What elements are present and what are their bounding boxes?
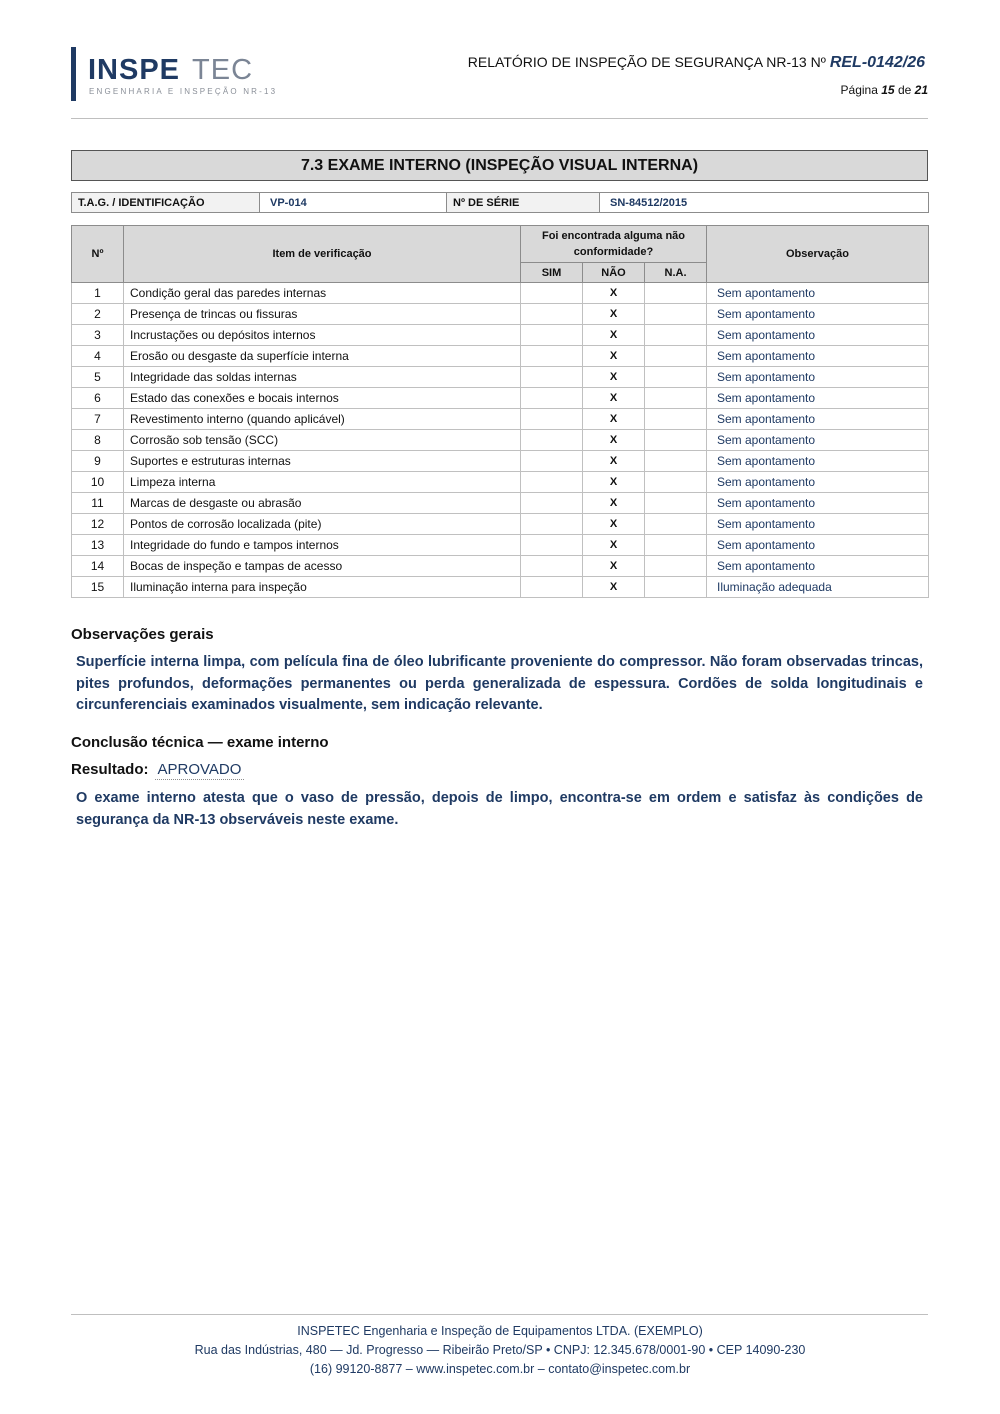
row-item: Estado das conexões e bocais internos — [124, 388, 521, 409]
row-na — [645, 409, 707, 430]
row-nao: X — [583, 283, 645, 304]
table-row — [72, 388, 929, 409]
footer-company: INSPETEC Engenharia e Inspeção de Equipamentos LTDA. (EXEMPLO) — [297, 1324, 703, 1338]
row-na — [645, 535, 707, 556]
row-nao: X — [583, 409, 645, 430]
row-na — [645, 577, 707, 598]
row-number: 7 — [72, 409, 124, 430]
row-na — [645, 346, 707, 367]
row-observation: Sem apontamento — [707, 409, 929, 430]
header-divider — [71, 118, 928, 119]
row-observation: Sem apontamento — [707, 472, 929, 493]
row-observation: Sem apontamento — [707, 451, 929, 472]
row-sim — [521, 451, 583, 472]
row-nao: X — [583, 514, 645, 535]
page-indicator — [841, 83, 928, 97]
row-number: 10 — [72, 472, 124, 493]
logo-strong-text: INSPE — [88, 54, 181, 86]
result-label: Resultado: — [71, 761, 149, 778]
row-nao: X — [583, 577, 645, 598]
conclusion-text: O exame interno atesta que o vaso de pressão, depois de limpo, encontra-se em ordem e satisfaz às condições de segurança da NR-13 observáveis neste exame. — [76, 790, 923, 828]
footer-divider — [71, 1314, 928, 1315]
row-item: Erosão ou desgaste da superfície interna — [124, 346, 521, 367]
row-observation: Sem apontamento — [707, 304, 929, 325]
table-row — [72, 556, 929, 577]
row-observation: Sem apontamento — [707, 556, 929, 577]
row-na — [645, 556, 707, 577]
row-observation: Sem apontamento — [707, 430, 929, 451]
report-title — [468, 54, 925, 72]
page-total: 21 — [914, 83, 928, 97]
footer-contact: (16) 99120-8877 – www.inspetec.com.br – contato@inspetec.com.br — [309, 1362, 691, 1376]
col-observation-header: Observação — [707, 226, 929, 283]
row-sim — [521, 535, 583, 556]
col-item-header: Item de verificação — [124, 226, 521, 283]
row-item: Corrosão sob tensão (SCC) — [124, 430, 521, 451]
row-nao: X — [583, 472, 645, 493]
row-sim — [521, 388, 583, 409]
row-sim — [521, 556, 583, 577]
row-nao: X — [583, 304, 645, 325]
row-na — [645, 493, 707, 514]
row-na — [645, 430, 707, 451]
row-sim — [521, 304, 583, 325]
row-sim — [521, 577, 583, 598]
result-line — [71, 761, 244, 780]
logo-bar — [71, 47, 76, 101]
logo-wordmark — [88, 53, 253, 87]
row-sim — [521, 493, 583, 514]
section-title: 7.3 EXAME INTERNO (INSPEÇÃO VISUAL INTERNA) — [71, 150, 928, 181]
row-nao: X — [583, 556, 645, 577]
logo-subtitle: ENGENHARIA E INSPEÇÃO NR-13 — [89, 87, 278, 96]
row-item: Integridade do fundo e tampos internos — [124, 535, 521, 556]
row-number: 11 — [72, 493, 124, 514]
checklist-table — [71, 225, 929, 598]
row-item: Incrustações ou depósitos internos — [124, 325, 521, 346]
serial-label: Nº DE SÉRIE — [447, 193, 600, 213]
row-nao: X — [583, 535, 645, 556]
row-sim — [521, 325, 583, 346]
page-current: 15 — [881, 83, 895, 97]
table-row — [72, 451, 929, 472]
table-row — [72, 367, 929, 388]
row-nao: X — [583, 367, 645, 388]
row-nao: X — [583, 493, 645, 514]
identification-row — [72, 193, 929, 213]
table-row — [72, 430, 929, 451]
row-na — [645, 325, 707, 346]
report-number: REL-0142/26 — [829, 54, 925, 71]
serial-value: SN-84512/2015 — [600, 193, 929, 213]
page-label: Página — [840, 83, 878, 97]
row-nao: X — [583, 451, 645, 472]
footer-address: Rua das Indústrias, 480 — Jd. Progresso — Ribeirão Preto/SP • CNPJ: 12.345.678/0001-90 • CEP 14090-230 — [194, 1343, 806, 1357]
observations-text: Superfície interna limpa, com película fina de óleo lubrificante proveniente do compressor. Não foram observadas trincas, pites profundos, deformações permanentes ou perda generalizada de espessura. Cordões de solda longitudinais e circunferenciais examinados visualmente, sem indicação relevante. — [76, 654, 923, 713]
row-number: 14 — [72, 556, 124, 577]
row-nao: X — [583, 325, 645, 346]
report-title-text: RELATÓRIO DE INSPEÇÃO DE SEGURANÇA NR-13 Nº — [467, 54, 826, 70]
row-observation: Sem apontamento — [707, 535, 929, 556]
logo-light-text: TEC — [192, 54, 254, 86]
row-observation: Sem apontamento — [707, 367, 929, 388]
row-number: 13 — [72, 535, 124, 556]
table-row — [72, 535, 929, 556]
row-sim — [521, 472, 583, 493]
row-number: 8 — [72, 430, 124, 451]
row-na — [645, 283, 707, 304]
row-number: 2 — [72, 304, 124, 325]
row-na — [645, 472, 707, 493]
result-value: APROVADO — [155, 761, 245, 780]
table-row — [72, 283, 929, 304]
col-nao-header: NÃO — [583, 263, 645, 283]
row-sim — [521, 430, 583, 451]
row-observation: Sem apontamento — [707, 325, 929, 346]
row-item: Suportes e estruturas internas — [124, 451, 521, 472]
row-number: 3 — [72, 325, 124, 346]
table-header-row — [72, 226, 929, 263]
row-nao: X — [583, 346, 645, 367]
row-item: Integridade das soldas internas — [124, 367, 521, 388]
row-item: Iluminação interna para inspeção — [124, 577, 521, 598]
row-sim — [521, 367, 583, 388]
row-number: 1 — [72, 283, 124, 304]
table-row — [72, 346, 929, 367]
tag-label: T.A.G. / IDENTIFICAÇÃO — [72, 193, 260, 213]
row-na — [645, 388, 707, 409]
row-item: Bocas de inspeção e tampas de acesso — [124, 556, 521, 577]
row-observation: Sem apontamento — [707, 493, 929, 514]
row-nao: X — [583, 388, 645, 409]
conclusion-title: Conclusão técnica — exame interno — [71, 734, 329, 751]
col-number-header: Nº — [72, 226, 124, 283]
row-observation: Sem apontamento — [707, 283, 929, 304]
row-observation: Sem apontamento — [707, 346, 929, 367]
row-sim — [521, 409, 583, 430]
row-item: Revestimento interno (quando aplicável) — [124, 409, 521, 430]
table-row — [72, 514, 929, 535]
tag-value: VP-014 — [260, 193, 447, 213]
row-item: Pontos de corrosão localizada (pite) — [124, 514, 521, 535]
row-number: 15 — [72, 577, 124, 598]
row-na — [645, 451, 707, 472]
row-observation: Sem apontamento — [707, 514, 929, 535]
row-number: 6 — [72, 388, 124, 409]
row-nao: X — [583, 430, 645, 451]
row-item: Condição geral das paredes internas — [124, 283, 521, 304]
row-number: 9 — [72, 451, 124, 472]
table-row — [72, 493, 929, 514]
row-sim — [521, 514, 583, 535]
row-number: 12 — [72, 514, 124, 535]
col-question-header: Foi encontrada alguma não conformidade? — [521, 226, 707, 263]
row-observation: Iluminação adequada — [707, 577, 929, 598]
row-item: Presença de trincas ou fissuras — [124, 304, 521, 325]
row-number: 4 — [72, 346, 124, 367]
table-row — [72, 577, 929, 598]
row-observation: Sem apontamento — [707, 388, 929, 409]
row-item: Limpeza interna — [124, 472, 521, 493]
table-row — [72, 304, 929, 325]
col-na-header: N.A. — [645, 263, 707, 283]
row-na — [645, 514, 707, 535]
table-row — [72, 409, 929, 430]
observations-title: Observações gerais — [71, 626, 214, 643]
table-row — [72, 325, 929, 346]
identification-table — [71, 192, 929, 213]
col-sim-header: SIM — [521, 263, 583, 283]
row-item: Marcas de desgaste ou abrasão — [124, 493, 521, 514]
row-sim — [521, 346, 583, 367]
row-sim — [521, 283, 583, 304]
row-number: 5 — [72, 367, 124, 388]
page-of: de — [897, 83, 912, 97]
row-na — [645, 367, 707, 388]
table-row — [72, 472, 929, 493]
row-na — [645, 304, 707, 325]
